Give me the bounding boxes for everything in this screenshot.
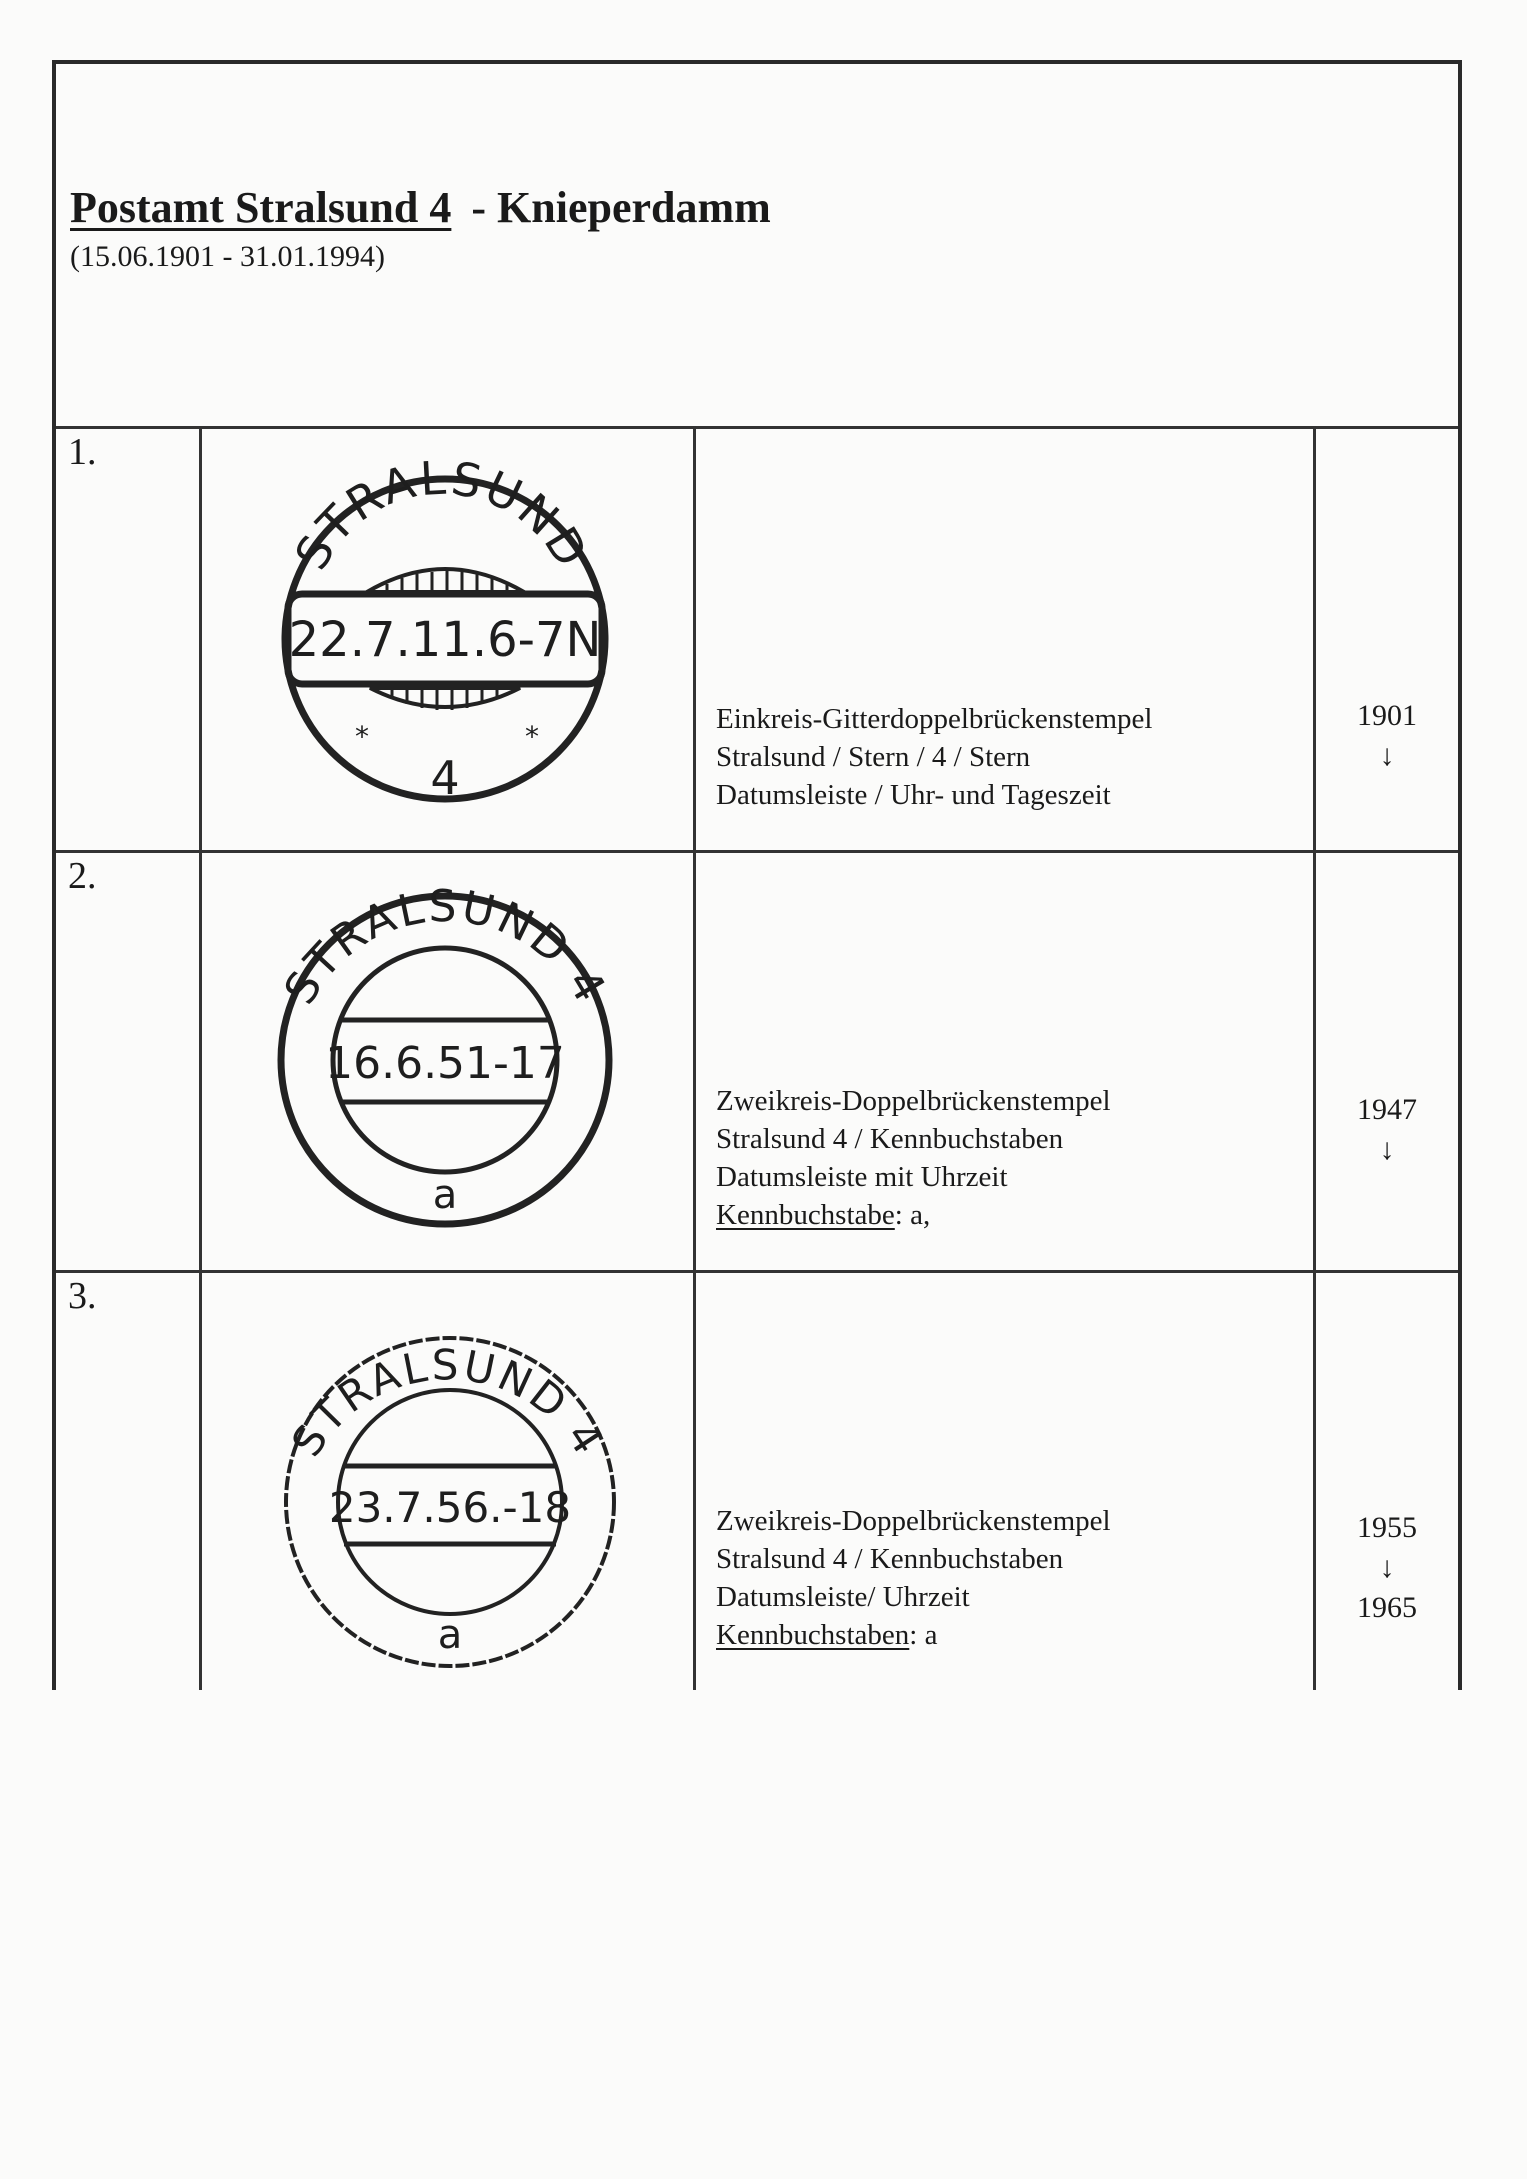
stamp-cell: [202, 426, 696, 850]
description-text: [716, 1082, 1111, 1234]
postmark-stamp-image: [202, 850, 696, 1270]
date-cell: [1316, 426, 1458, 850]
description-cell: [696, 1270, 1316, 1690]
description-text: [716, 1502, 1111, 1654]
date-cell: [1316, 850, 1458, 1270]
description-line: [716, 1616, 1111, 1654]
start-year: 1955: [1357, 1511, 1417, 1544]
kennbuchstabe-value: : a,: [894, 1199, 931, 1231]
postmark-stamp-image: [202, 426, 696, 850]
description-line: Stralsund / Stern / 4 / Stern: [716, 741, 1031, 773]
table-row: [56, 850, 1458, 1273]
date-range-subtitle: (15.06.1901 - 31.01.1994): [70, 240, 385, 273]
stamp-date-text: 23.7.56.-18: [328, 1483, 572, 1532]
stamp-date-text: 16.6.51-17: [325, 1038, 565, 1089]
end-year: 1965: [1357, 1591, 1417, 1624]
description-line: Stralsund 4 / Kennbuchstaben: [716, 1543, 1064, 1575]
row-number: 3.: [68, 1275, 97, 1317]
kennbuchstabe-label: Kennbuchstabe: [716, 1199, 895, 1231]
header-section: [56, 64, 1458, 429]
table-row: [56, 1270, 1458, 1690]
kennbuchstaben-value: : a: [909, 1619, 938, 1651]
start-year: 1947: [1357, 1093, 1417, 1126]
star-icon: *: [525, 720, 539, 753]
postmark-stamp-image: [202, 1270, 696, 1690]
row-number: 2.: [68, 855, 97, 897]
description-text: [716, 700, 1152, 814]
page-title: [70, 182, 771, 233]
arrow-down-icon: ↓: [1379, 739, 1395, 772]
date-cell: [1316, 1270, 1458, 1690]
title-main: Postamt Stralsund 4: [70, 183, 452, 232]
description-line: Stralsund 4 / Kennbuchstaben: [716, 1123, 1064, 1155]
document-table: [52, 60, 1462, 1690]
row-number-cell: [56, 1270, 202, 1690]
row-number: 1.: [68, 431, 97, 473]
stamp-top-text: STRALSUND 4: [281, 1340, 615, 1465]
date-range: [1316, 1508, 1458, 1628]
description-line: Datumsleiste/ Uhrzeit: [716, 1581, 970, 1613]
arrow-down-icon: ↓: [1379, 1133, 1395, 1166]
title-rest: - Knieperdamm: [471, 183, 771, 232]
description-cell: [696, 426, 1316, 850]
stamp-bottom-text: a: [432, 1172, 458, 1218]
stamp-bottom-text: a: [437, 1612, 463, 1658]
description-line: Zweikreis-Doppelbrückenstempel: [716, 1505, 1111, 1537]
description-line: Datumsleiste mit Uhrzeit: [716, 1161, 1008, 1193]
row-number-cell: [56, 850, 202, 1270]
row-number-cell: [56, 426, 202, 850]
description-line: [716, 1196, 1111, 1234]
description-line: Einkreis-Gitterdoppelbrückenstempel: [716, 703, 1153, 735]
stamp-cell: [202, 850, 696, 1270]
kennbuchstaben-label: Kennbuchstaben: [716, 1619, 910, 1651]
date-range: [1316, 696, 1458, 776]
star-icon: *: [355, 720, 369, 753]
description-line: Datumsleiste / Uhr- und Tageszeit: [716, 779, 1111, 811]
description-line: Zweikreis-Doppelbrückenstempel: [716, 1085, 1111, 1117]
table-row: [56, 426, 1458, 853]
description-cell: [696, 850, 1316, 1270]
stamp-top-text: STRALSUND 4: [274, 881, 617, 1014]
arrow-down-icon: ↓: [1379, 1551, 1395, 1584]
stamp-date-text: 22.7.11.6-7N: [288, 612, 602, 668]
date-range: [1316, 1090, 1458, 1170]
stamp-cell: [202, 1270, 696, 1690]
stamp-bottom-text: 4: [430, 751, 460, 805]
stamp-top-text: STRALSUND: [284, 450, 600, 579]
start-year: 1901: [1357, 699, 1417, 732]
